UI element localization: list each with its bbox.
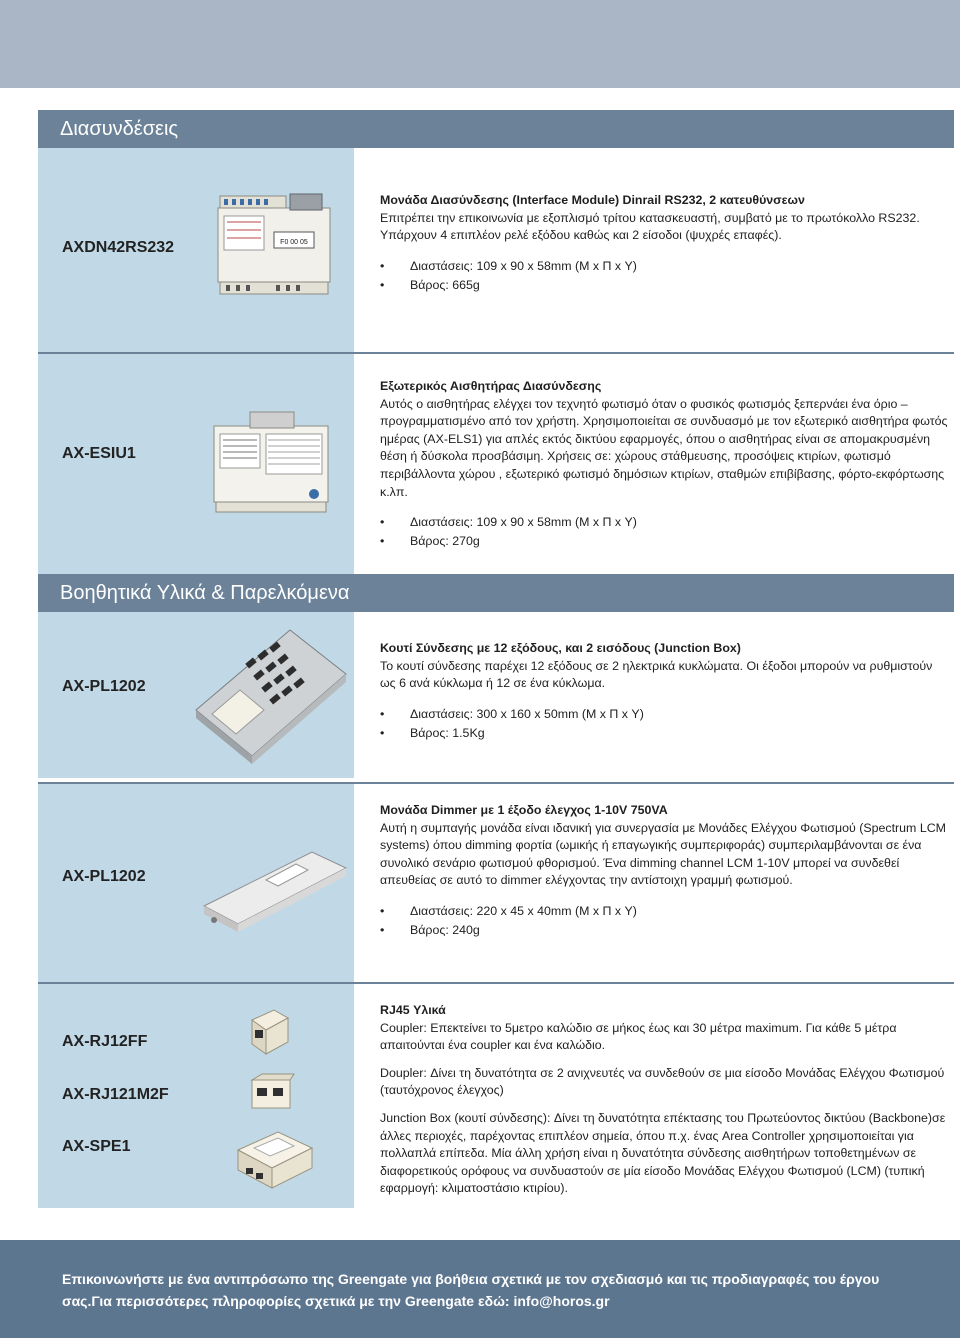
product-row bbox=[38, 354, 954, 574]
spec-weight: • Βάρος: 240g bbox=[380, 921, 950, 940]
product-code-cell bbox=[38, 148, 354, 354]
interface-module-image bbox=[214, 192, 334, 296]
product-paragraph: Coupler: Επεκτείνει το 5μετρο καλώδιο σε μήκος έως και 30 μέτρα maximum. Για κάθε 5 μέτρα απαιτούνται ένα coupler και ένα καλώδιο. bbox=[380, 1020, 897, 1053]
product-code: AX-PL1202 bbox=[62, 868, 146, 885]
spec-weight: • Βάρος: 270g bbox=[380, 532, 950, 551]
product-title: Μονάδα Dimmer με 1 έξοδο έλεγχος 1-10V 750VA bbox=[380, 803, 668, 817]
spec-list bbox=[380, 513, 950, 551]
rj45-junction-box-image bbox=[234, 1128, 314, 1192]
product-code-cell bbox=[38, 354, 354, 574]
product-details bbox=[380, 1002, 950, 1198]
spec-list bbox=[380, 257, 950, 295]
sensor-interface-image bbox=[210, 408, 332, 514]
product-details bbox=[380, 640, 950, 743]
section-header-connections bbox=[38, 110, 954, 148]
header-band bbox=[0, 0, 960, 88]
product-description: Αυτός ο αισθητήρας ελέγχει τον τεχνητό φωτισμό όταν ο φυσικός φωτισμός ξεπερνάει ένα όριο – προγραμματισμένο από τον χρήστη. Χρησιμοποιείται σε συνδυασμό με τον εξωτερικό αισθητήρα φωτός ημέρας (AX-ELS1) για απλές εκτός δικτύου εφαρμογές, όπου ο αισθητήρας είναι σε απομακρυσμένη θέση ή δύσκολα προσβάσιμη. Χρήσεις σε: χώρους στάθμευσης, προσόψεις κτιρίων, φωτισμό περιβάλλοντα χώρου , εξωτερικό φωτισμό δημόσιων κτιρίων, σταθμών επιβίβασης, φόρτο-εκφόρτωσης κ.λπ. bbox=[380, 396, 948, 499]
rj45-coupler-image bbox=[248, 1008, 292, 1056]
product-code-cell bbox=[38, 784, 354, 984]
product-code: AX-RJ121M2F bbox=[62, 1086, 169, 1103]
module-display-text: F0 00 05 bbox=[280, 239, 308, 246]
product-code-cell bbox=[38, 984, 354, 1208]
dimmer-module-image bbox=[200, 844, 350, 934]
product-description: Επιτρέπει την επικοινωνία με εξοπλισμό τρίτου κατασκευαστή, συμβατό με το πρωτόκολλο RS232. Υπάρχουν 4 επιπλέον ρελέ εξόδου καθώς και 2 είσοδοι (ψυχρές επαφές). bbox=[380, 210, 920, 243]
product-code: AX-RJ12FF bbox=[62, 1033, 148, 1050]
product-title: Κουτί Σύνδεσης με 12 εξόδους, και 2 εισόδους (Junction Box) bbox=[380, 641, 741, 655]
product-details bbox=[380, 192, 950, 295]
contact-footer bbox=[0, 1240, 960, 1338]
product-code: AX-SPE1 bbox=[62, 1138, 131, 1155]
product-title: Μονάδα Διασύνδεσης (Interface Module) Dinrail RS232, 2 κατευθύνσεων bbox=[380, 193, 805, 207]
product-code: AX-ESIU1 bbox=[62, 445, 136, 462]
rj45-doupler-image bbox=[248, 1072, 294, 1112]
spec-list bbox=[380, 705, 950, 743]
spec-dimensions: • Διαστάσεις: 220 x 45 x 40mm (Μ x Π x Υ) bbox=[380, 902, 950, 921]
section-title: Διασυνδέσεις bbox=[60, 118, 179, 140]
product-code: AX-PL1202 bbox=[62, 678, 146, 695]
product-row bbox=[38, 984, 954, 1208]
product-row bbox=[38, 784, 954, 984]
product-row bbox=[38, 612, 954, 778]
junction-box-image bbox=[190, 622, 350, 766]
product-paragraph: Junction Box (κουτί σύνδεσης): Δίνει τη δυνατότητα επέκτασης του Πρωτεύοντος δικτύου (Backbone)σε άλλες περιοχές, παρέχοντας επιπλέον σημεία, όπου π.χ. ένας Area Controller χρησιμοποιείται για πολλαπλά επίπεδα. Μία άλλη χρήση είναι η δυνατότητα σύνδεσης αισθητήρων τοποθετημένων σε διαφορετικούς ορόφους να συνδυαστούν σε μία είσοδο Μονάδας Ελέγχου Φωτισμού (LCM) (τυπική εφαρμογή: κλιματοστάσιο κτιρίου). bbox=[380, 1110, 946, 1196]
contact-text: Επικοινωνήστε με ένα αντιπρόσωπο της Greengate για βοήθεια σχετικά με τον σχεδιασμό και τις προδιαγραφές του έργου σας.Για περισσότερες πληροφορίες σχετικά με την Greengate εδώ: info@horos.gr bbox=[62, 1271, 880, 1309]
product-row bbox=[38, 148, 954, 354]
spec-dimensions: • Διαστάσεις: 109 x 90 x 58mm (Μ x Π x Υ) bbox=[380, 257, 950, 276]
spec-weight: • Βάρος: 665g bbox=[380, 276, 950, 295]
product-title: Εξωτερικός Αισθητήρας Διασύνδεσης bbox=[380, 379, 602, 393]
product-code-cell bbox=[38, 612, 354, 778]
spec-weight: • Βάρος: 1.5Kg bbox=[380, 724, 950, 743]
spec-dimensions: • Διαστάσεις: 109 x 90 x 58mm (Μ x Π x Υ) bbox=[380, 513, 950, 532]
product-title: RJ45 Υλικά bbox=[380, 1003, 446, 1017]
product-details bbox=[380, 802, 950, 940]
spec-list bbox=[380, 902, 950, 940]
product-paragraph: Doupler: Δίνει τη δυνατότητα σε 2 ανιχνευτές να συνδεθούν σε μια είσοδο Μονάδας Ελέγχου Φωτισμού (ταυτόχρονος έλεγχος) bbox=[380, 1065, 945, 1098]
section-header-accessories bbox=[38, 574, 954, 612]
spec-dimensions: • Διαστάσεις: 300 x 160 x 50mm (Μ x Π x Υ) bbox=[380, 705, 950, 724]
product-code: AXDN42RS232 bbox=[62, 239, 175, 256]
product-details bbox=[380, 378, 950, 551]
product-description: Το κουτί σύνδεσης παρέχει 12 εξόδους σε 2 ηλεκτρικά κυκλώματα. Οι έξοδοι μπορούν να ρυθμιστούν ως 6 ανά κύκλωμα ή 12 σε ένα κύκλωμα. bbox=[380, 658, 933, 691]
product-description: Αυτή η συμπαγής μονάδα είναι ιδανική για συνεργασία με Μονάδες Ελέγχου Φωτισμού (Spectrum LCM systems) όπου dimming φορτία (ωμικής ή επαγωγικής συμπεριφοράς) συμπεριλαμβάνονται σε ένα συνολικό σενάριο φωτισμού φθορισμού. Ένα dimming channel LCM 1-10V μπορεί να συνδεθεί απευθείας σε αυτό το dimmer ελέγχοντας την αντίστοιχη γραμμή φωτισμού. bbox=[380, 820, 946, 888]
section-title: Βοηθητικά Υλικά & Παρελκόμενα bbox=[60, 582, 350, 604]
